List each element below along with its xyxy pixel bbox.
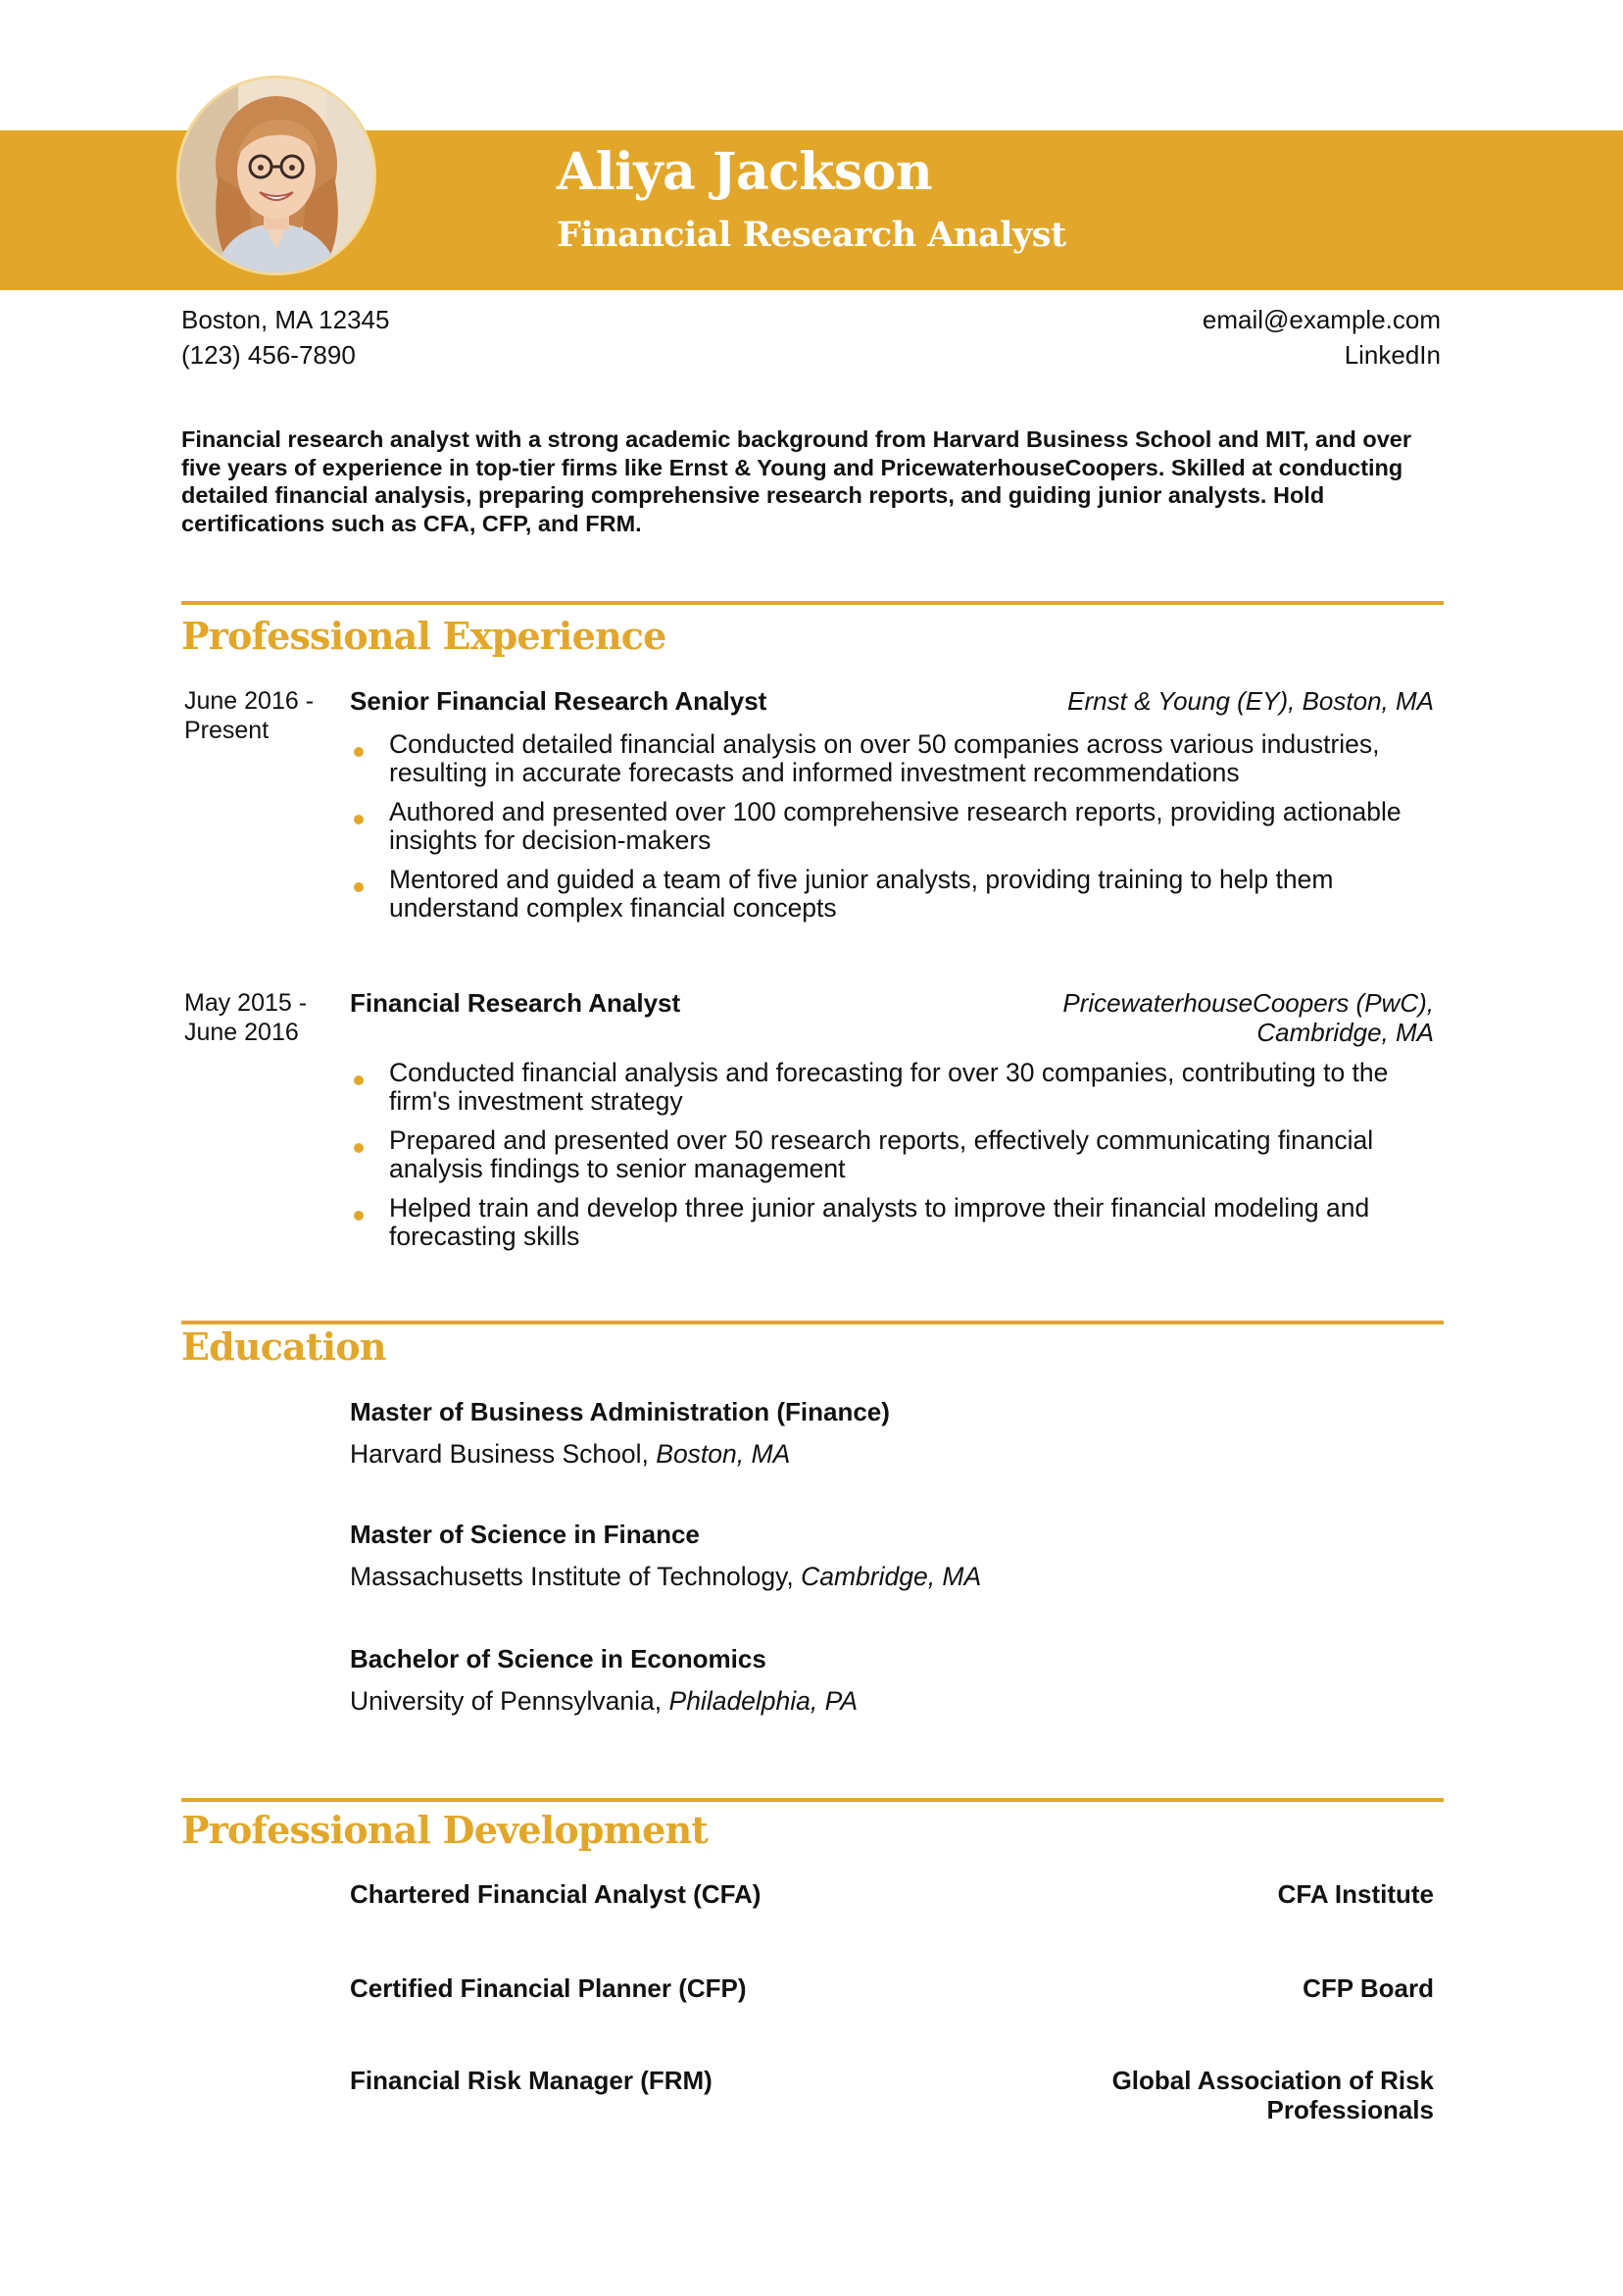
candidate-title: Financial Research Analyst (557, 215, 1066, 255)
list-item: Authored and presented over 100 comprehensive research reports, providing actionable insights for decision-makers (350, 798, 1428, 855)
experience-heading: Professional Experience (181, 614, 666, 658)
job-company: PricewaterhouseCoopers (PwC), Cambridge, MA (1062, 988, 1434, 1047)
job-bullets (350, 1059, 1428, 1262)
candidate-name: Aliya Jackson (557, 142, 933, 202)
education-item (350, 1397, 890, 1469)
list-item: Helped train and develop three junior analysts to improve their financial modeling and forecasting skills (350, 1194, 1428, 1251)
summary: Financial research analyst with a strong academic background from Harvard Business School and MIT, and over five years of experience in top-tier firms like Ernst & Young and PricewaterhouseCoopers. Skilled at conducting detailed financial analysis, preparing comprehensive research reports, and guiding junior analysts. Hold certifications such as CFA, CFP, and FRM. (181, 426, 1412, 536)
education-item (350, 1644, 858, 1716)
certification-org: CFA Institute (1277, 1879, 1434, 1909)
development-heading: Professional Development (181, 1808, 709, 1852)
degree: Master of Science in Finance (350, 1520, 700, 1549)
degree: Master of Business Administration (Finance) (350, 1397, 890, 1426)
linkedin-link[interactable]: LinkedIn (1344, 340, 1441, 370)
certification-name: Certified Financial Planner (CFP) (350, 1973, 747, 2003)
list-item: Prepared and presented over 50 research reports, effectively communicating financial analysis findings to senior management (350, 1126, 1428, 1183)
job-company: Ernst & Young (EY), Boston, MA (1067, 686, 1434, 716)
certification-org: CFP Board (1303, 1973, 1434, 2003)
address: Boston, MA 12345 (181, 305, 390, 334)
job-bullets (350, 730, 1428, 933)
education-heading: Education (181, 1324, 386, 1369)
bullet-icon (354, 815, 364, 824)
contact-left (181, 302, 389, 373)
school-location: Cambridge, MA (801, 1562, 982, 1591)
certification-name: Chartered Financial Analyst (CFA) (350, 1879, 762, 1909)
school: University of Pennsylvania, Philadelphia, PA (350, 1686, 859, 1716)
education-item (350, 1520, 981, 1591)
list-item: Mentored and guided a team of five junior analysts, providing training to help them understand complex financial concepts (350, 866, 1428, 923)
contact-right (1203, 302, 1441, 373)
bullet-icon (354, 1211, 364, 1221)
email-link[interactable]: email@example.com (1202, 305, 1441, 334)
school-location: Philadelphia, PA (668, 1686, 859, 1716)
job-dates: May 2015 - June 2016 (184, 989, 308, 1046)
job-role: Senior Financial Research Analyst (350, 686, 767, 716)
section-divider (181, 601, 1444, 605)
certification-org: Global Association of Risk Professionals (1111, 2066, 1434, 2124)
bullet-icon (354, 882, 364, 892)
section-divider (181, 1798, 1444, 1802)
school-location: Boston, MA (656, 1439, 791, 1469)
bullet-icon (354, 747, 364, 757)
job-role: Financial Research Analyst (350, 988, 681, 1018)
school: Massachusetts Institute of Technology, Cambridge, MA (350, 1562, 982, 1591)
degree: Bachelor of Science in Economics (350, 1644, 766, 1673)
phone: (123) 456-7890 (181, 340, 356, 370)
list-item: Conducted detailed financial analysis on over 50 companies across various industries, resulting in accurate forecasts and informed investment recommendations (350, 730, 1428, 787)
job-dates: June 2016 - Present (184, 687, 315, 744)
school: Harvard Business School, Boston, MA (350, 1439, 791, 1469)
certification-name: Financial Risk Manager (FRM) (350, 2066, 713, 2095)
profile-photo (179, 78, 373, 273)
bullet-icon (354, 1143, 364, 1153)
bullet-icon (354, 1075, 364, 1085)
list-item: Conducted financial analysis and forecasting for over 30 companies, contributing to the firm's investment strategy (350, 1059, 1428, 1116)
